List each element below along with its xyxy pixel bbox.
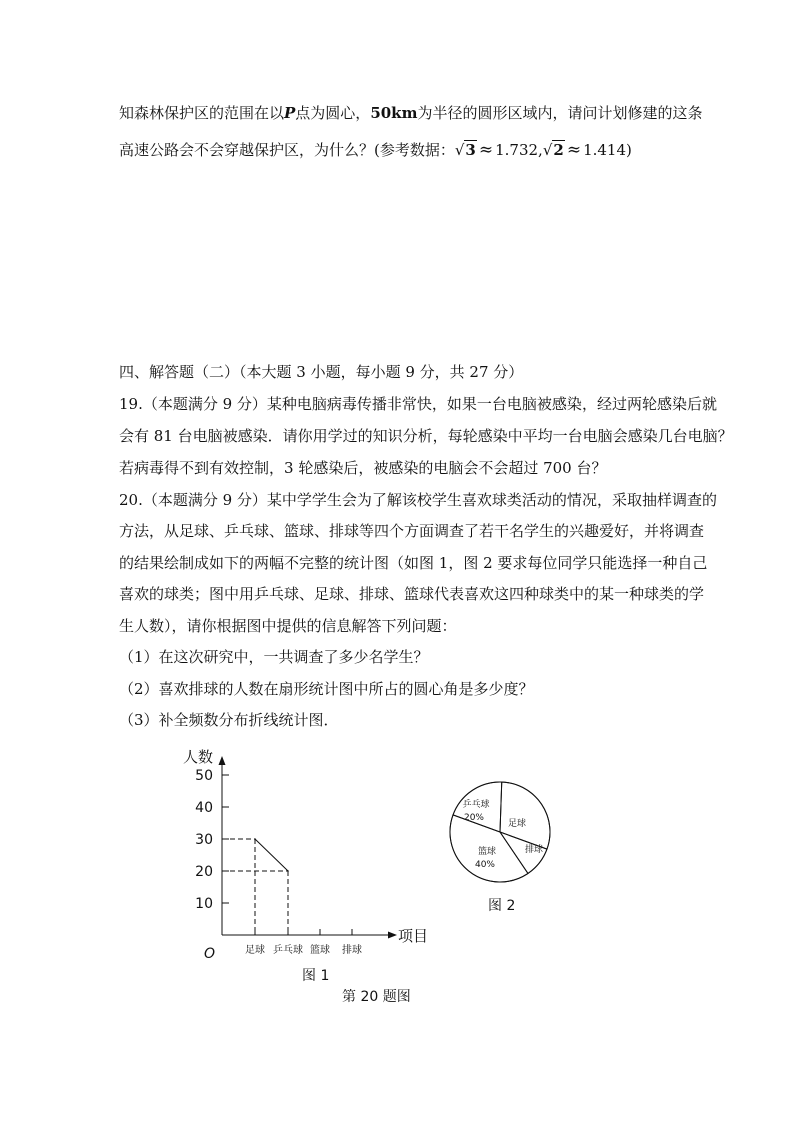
x-tick-label: 乒乓球 [273,945,303,956]
y-axis-arrow [219,756,226,765]
pie-percent-label: 40% [474,860,496,870]
y-tick-label: 30 [195,832,213,848]
q20-line-3: 的结果绘制成如下的两幅不完整的统计图（如图 1，图 2 要求每位同学只能选择一种自己 [119,554,708,572]
pie-label: 排球 [524,845,544,855]
y-axis-label: 人数 [183,748,214,766]
q20-sub-3: （3）补全频数分布折线统计图． [119,711,339,729]
y-tick-label: 50 [195,768,213,784]
x-axis-arrow [388,932,397,939]
radius-value: 50km [370,104,418,122]
x-tick-label: 篮球 [310,945,330,956]
figure-1-caption: 图 1 [302,968,330,984]
sqrt3-value: 1.732, [495,141,543,159]
x-tick-label: 排球 [342,945,362,956]
data-point-足球 [254,838,256,840]
q18-l1-mid: 点为圆心， [295,104,371,122]
q19-line-3: 若病毒得不到有效控制，3 轮感染后，被感染的电脑会不会超过 700 台？ [119,459,607,477]
figure-2-caption: 图 2 [488,898,516,914]
approx-symbol-2: ≈ [566,140,582,160]
figure-caption: 第 20 题图 [342,989,411,1005]
x-tick-label: 足球 [245,945,265,956]
q19-line-2: 会有 81 台电脑被感染．请你用学过的知识分析，每轮感染中平均一台电脑会感染几台电脑？ [119,427,733,445]
q20-line-1: 20.（本题满分 9 分）某中学学生会为了解该校学生喜欢球类活动的情况，采取抽样调查的 [119,491,717,509]
pie-label: 乒乓球 [462,800,490,810]
sqrt2-value: 1.414) [583,141,632,159]
pie-label: 足球 [507,819,527,829]
origin-label: O [204,946,216,962]
sqrt-3: √3 [454,141,476,159]
q20-line-5: 生人数），请你根据图中提供的信息解答下列问题： [119,617,457,635]
q18-l1-pre: 知森林保护区的范围在以 [119,104,285,122]
pie-label: 篮球 [477,847,497,857]
q19-line-1: 19.（本题满分 9 分）某种电脑病毒传播非常快，如果一台电脑被感染，经过两轮感染后就 [119,395,717,413]
pie-percent-label: 20% [463,813,485,823]
x-axis-label: 项目 [398,927,429,945]
approx-symbol-1: ≈ [478,140,494,160]
point-p: P [284,104,296,122]
q18-l2-pre: 高速公路会不会穿越保护区，为什么？(参考数据： [119,141,455,159]
y-tick-label: 10 [195,896,213,912]
line-chart [183,748,428,984]
section-4-heading: 四、解答题（二）（本大题 3 小题，每小题 9 分，共 27 分） [119,363,524,381]
y-tick-label: 40 [195,800,213,816]
q20-line-2: 方法，从足球、乒乓球、篮球、排球等四个方面调查了若干名学生的兴趣爱好，并将调查 [119,522,705,540]
q20-line-4: 喜欢的球类；图中用乒乓球、足球、排球、篮球代表喜欢这四种球类中的某一种球类的学 [119,585,705,603]
q18-l1-post: 为半径的圆形区域内，请问计划修建的这条 [417,104,703,122]
data-point-乒乓球 [287,870,289,872]
pie-chart [450,782,550,914]
series-line [255,839,288,871]
sqrt-2: √2 [542,141,564,159]
q20-sub-1: （1）在这次研究中，一共调查了多少名学生？ [119,648,429,666]
y-tick-label: 20 [195,864,213,880]
q20-sub-2: （2）喜欢排球的人数在扇形统计图中所占的圆心角是多少度？ [119,680,534,698]
pie-slice-足球 [500,782,550,849]
